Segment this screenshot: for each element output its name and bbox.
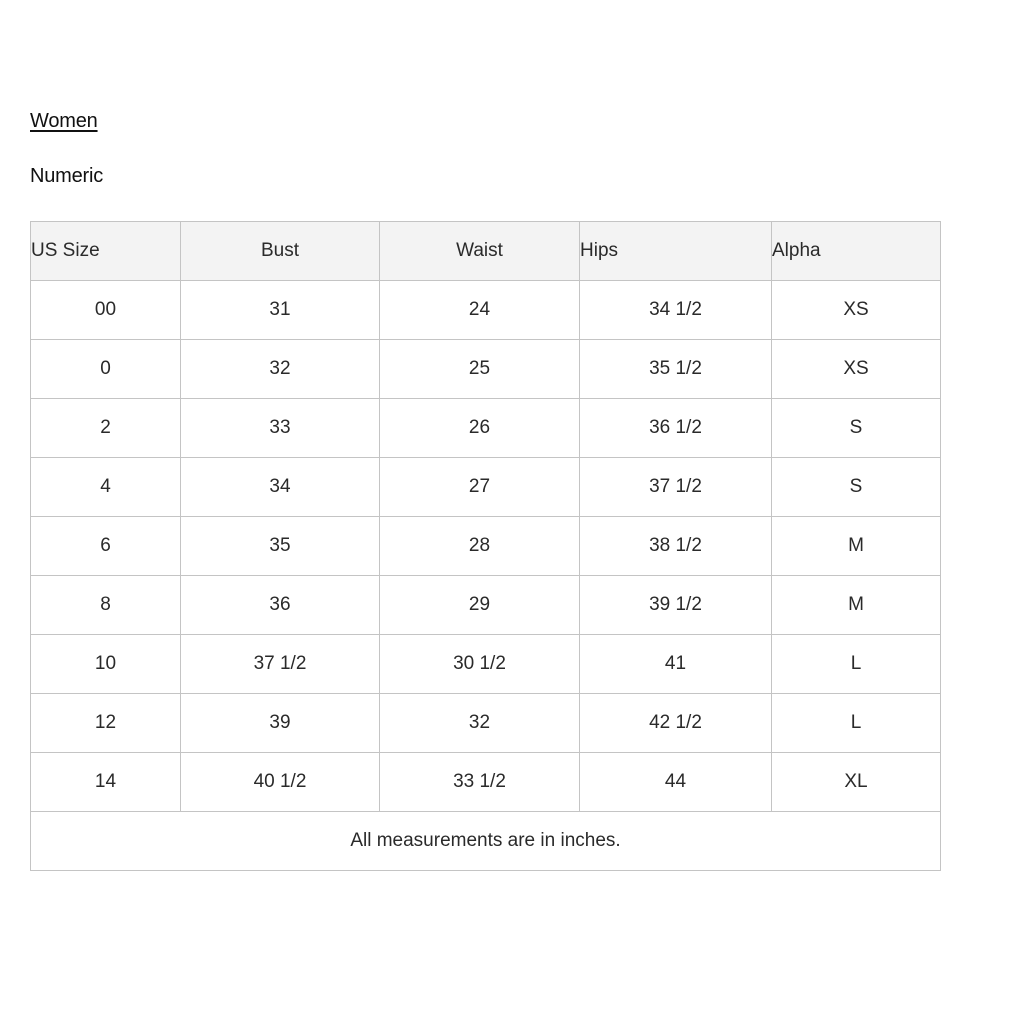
table-row [31,340,941,399]
table-header-row [31,222,941,281]
cell-waist: 26 [380,399,580,458]
cell-waist: 32 [380,694,580,753]
cell-bust: 37 1/2 [181,635,380,694]
cell-hips: 44 [580,753,772,812]
footnote-row [31,812,941,871]
cell-bust: 32 [181,340,380,399]
column-header-bust: Bust [181,222,380,281]
column-header-hips: Hips [580,222,772,281]
cell-hips: 37 1/2 [580,458,772,517]
column-header-waist: Waist [380,222,580,281]
cell-waist: 33 1/2 [380,753,580,812]
cell-hips: 35 1/2 [580,340,772,399]
cell-waist: 24 [380,281,580,340]
cell-waist: 30 1/2 [380,635,580,694]
cell-hips: 34 1/2 [580,281,772,340]
cell-us-size: 0 [31,340,181,399]
cell-alpha: L [772,635,941,694]
cell-us-size: 2 [31,399,181,458]
table-row [31,517,941,576]
numeric-heading: Numeric [30,165,104,187]
column-header-alpha: Alpha [772,222,941,281]
table-row [31,458,941,517]
cell-waist: 28 [380,517,580,576]
column-header-us-size: US Size [31,222,181,281]
cell-alpha: L [772,694,941,753]
cell-bust: 34 [181,458,380,517]
cell-alpha: M [772,576,941,635]
table-row [31,281,941,340]
cell-bust: 33 [181,399,380,458]
cell-hips: 36 1/2 [580,399,772,458]
cell-us-size: 12 [31,694,181,753]
table-row [31,576,941,635]
cell-hips: 41 [580,635,772,694]
cell-us-size: 6 [31,517,181,576]
cell-us-size: 8 [31,576,181,635]
cell-alpha: XS [772,340,941,399]
cell-hips: 42 1/2 [580,694,772,753]
cell-waist: 29 [380,576,580,635]
table-row [31,753,941,812]
cell-bust: 35 [181,517,380,576]
cell-us-size: 4 [31,458,181,517]
cell-bust: 31 [181,281,380,340]
cell-bust: 40 1/2 [181,753,380,812]
cell-bust: 39 [181,694,380,753]
cell-alpha: S [772,458,941,517]
table-row [31,399,941,458]
cell-hips: 39 1/2 [580,576,772,635]
cell-alpha: M [772,517,941,576]
cell-alpha: XL [772,753,941,812]
cell-us-size: 00 [31,281,181,340]
women-link[interactable]: Women [30,110,98,132]
cell-alpha: S [772,399,941,458]
measurement-note: All measurements are in inches. [31,812,941,871]
table-row [31,694,941,753]
size-chart-table [30,221,941,871]
cell-bust: 36 [181,576,380,635]
cell-us-size: 14 [31,753,181,812]
table-row [31,635,941,694]
cell-alpha: XS [772,281,941,340]
cell-waist: 27 [380,458,580,517]
cell-waist: 25 [380,340,580,399]
cell-hips: 38 1/2 [580,517,772,576]
cell-us-size: 10 [31,635,181,694]
